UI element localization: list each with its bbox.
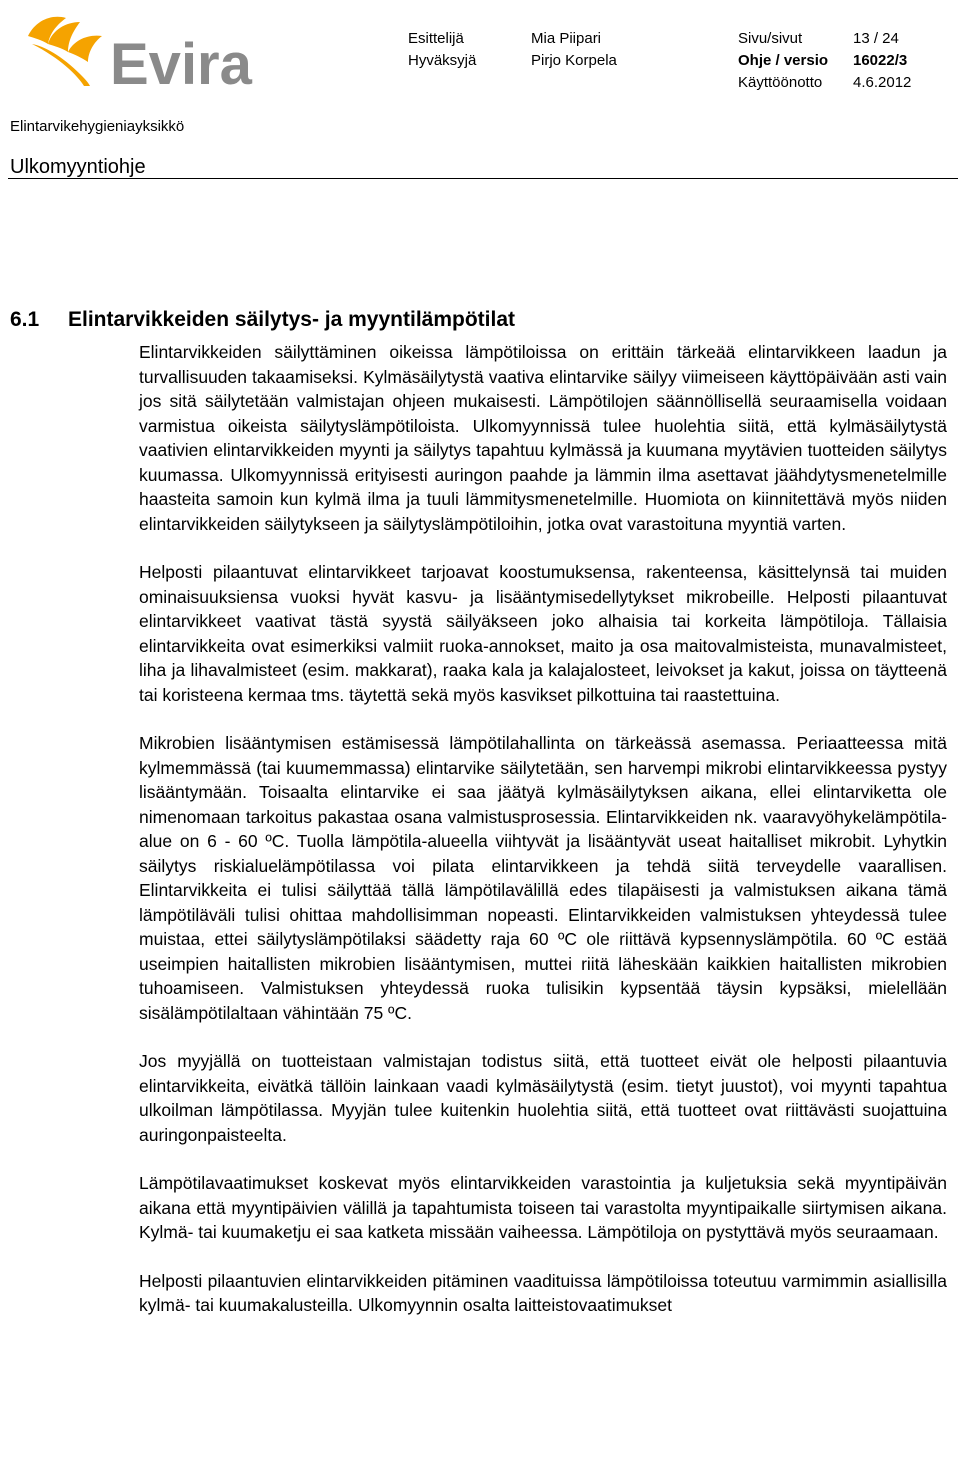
- body-text: [139, 340, 947, 1342]
- paragraph: Helposti pilaantuvien elintarvikkeiden pitäminen vaadituissa lämpötiloissa toteutuu varmimmin asiallisilla kylmä- tai kuumakalusteilla. Ulkomyynnin osalta laitteistovaatimukset: [139, 1270, 947, 1315]
- paragraph: Jos myyjällä on tuotteistaan valmistajan todistus siitä, että tuotteet eivät ole helposti pilaantuvia elintarvikkeita, eivätkä tällöin lainkaan vaadi kylmäsäilytystä (esim. tietyt juustot), voi myynti tapahtua ulkoilman lämpötilassa. Myyjän tulee kuitenkin huolehtia siitä, että tuotteet ovat riittävästi suojattuina auringonpaisteelta.: [139, 1051, 947, 1145]
- page-number: 13 / 24: [853, 30, 899, 47]
- section-title: Elintarvikkeiden säilytys- ja myyntilämpötilat: [68, 308, 515, 331]
- paragraph: Elintarvikkeiden säilyttäminen oikeissa lämpötiloissa on erittäin tärkeää elintarvikkeen laadun ja turvallisuuden takaamiseksi. Kylmäsäilytystä vaativa elintarvike säilyy viimeiseen käyttöpäivään asti vain jos sitä säilytetään valmistajan ohjeen mukaisesti. Lämpötilojen säännöllisellä seuraamisella voidaan varmistua oikeista säilytyslämpötiloista. Ulkomyynnissä tulee huolehtia siitä, että kylmäsäilytystä vaativien elintarvikkeiden myynti ja säilytys tapahtuu kylmässä ja kuumana myytävien tuotteiden säilytys kuumassa. Ulkomyynnissä erityisesti auringon paahde ja lämmin ilma asettavat jäähdytysmenetelmille haasteita samoin kun kylmä ilma ja tuuli lämmitysmenetelmille. Huomiota on kiinnitettävä myös niiden elintarvikkeiden säilytykseen ja säilytyslämpötiloihin, jotka ovat varastoituna myyntiä varten.: [139, 342, 947, 534]
- document-title: Ulkomyyntiohje: [10, 156, 146, 178]
- unit-name: Elintarvikehygieniayksikkö: [10, 118, 185, 135]
- version-number: 16022/3: [853, 52, 908, 69]
- paragraph: Mikrobien lisääntymisen estämisessä lämpötilahallinta on tärkeässä asemassa. Periaatteessa mitä kylmemmässä (tai kuumemmassa) elintarvike säilytetään, sen harvempi mikrobi elintarvikkeessa pystyy lisääntymään. Toisaalta elintarvike ei saa jäätyä kylmäsäilytyksen aikana, ellei elintarviketta ole nimenomaan tarkoitus pakastaa osana valmistusprosessia. Elintarvikkeiden nk. vaaravyöhykelämpötila-alue on 6 - 60 ºC. Tuolla lämpötila-alueella viihtyvät ja lisääntyvät useat haitalliset mikrobit. Lyhytkin säilytys riskialuelämpötilassa voi pilata elintarvikkeen ja tehdä siitä terveydelle vaarallisen. Elintarvikkeita ei tulisi säilyttää tällä lämpötilavälillä edes tilapäisesti ja valmistuksen aikana tämä lämpötiläväli tulisi ohittaa mahdollisimman nopeasti. Elintarvikkeiden valmistuksen yhteydessä tulee muistaa, ettei säilytyslämpötilaksi säädetty raja 60 ºC ole riittävä kypsennyslämpötila. 60 ºC estää useimpien haitallisten mikrobien lisääntymisen, muttei riitä läheskään kaikkien haitallisten mikrobien tuhoamiseen. Valmistuksen yhteydessä ruoka tulisikin kypsentää täysin kypsäksi, mielellään sisälämpötilaltaan vähintään 75 ºC.: [139, 733, 947, 1023]
- approver-label: Hyväksyjä: [408, 52, 477, 69]
- header-divider: [8, 178, 958, 179]
- evira-logo: [22, 10, 284, 92]
- version-label: Ohje / versio: [738, 52, 829, 69]
- paragraph: Lämpötilavaatimukset koskevat myös elintarvikkeiden varastointia ja kuljetuksia sekä myyntipäivän aikana että myyntipäivien välillä ja tapahtumista toiseen tai varastolta myyntipaikalle siirtymisen aikana. Kylmä- tai kuumaketju ei saa katketa missään vaiheessa. Lämpötiloja on pystyttävä myös seuraamaan.: [139, 1173, 947, 1242]
- presenter-name: Mia Piipari: [531, 30, 602, 47]
- section-number: 6.1: [10, 308, 40, 331]
- presenter-label: Esittelijä: [408, 30, 464, 47]
- logo-wordmark: Evira: [110, 32, 252, 92]
- deployment-date: 4.6.2012: [853, 74, 912, 91]
- deployment-label: Käyttöönotto: [738, 74, 823, 91]
- paragraph: Helposti pilaantuvat elintarvikkeet tarjoavat koostumuksensa, rakenteensa, käsittelynsä tai muiden ominaisuuksiensa vuoksi hyvät kasvu- ja lisääntymisedellytykset mikrobeille. Helposti pilaantuvat elintarvikkeet vaativat tästä syystä säilyäkseen joko alhaisia tai korkeita lämpötiloja. Tällaisia elintarvikkeita ovat esimerkiksi valmiit ruoka-annokset, maito ja osa maitovalmisteista, munavalmisteet, liha ja lihavalmisteet (esim. makkarat), raaka kala ja kalajalosteet, leivokset ja kakut, joissa on täytteenä tai koristeena kermaa tms. täytettä sekä myös kasvikset pilkottuina tai raastettuina.: [139, 562, 947, 705]
- page-label: Sivu/sivut: [738, 30, 803, 47]
- approver-name: Pirjo Korpela: [531, 52, 617, 69]
